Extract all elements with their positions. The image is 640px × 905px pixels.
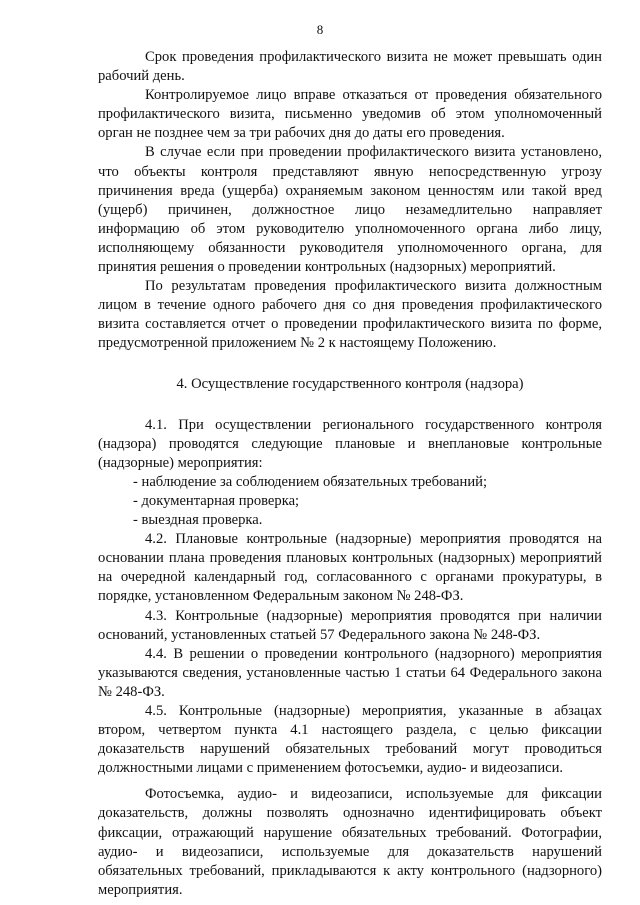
paragraph-visit-report: По результатам проведения профилактического визита должностным лицом в течение одного рабочего дня со дня проведения профилактического визита составляется отчет о проведении профилактического визита по форме, предусмотренной приложением № 2 к настоящему Положению. [98, 278, 602, 352]
page-number: 8 [316, 22, 324, 37]
paragraph-item-4-2: 4.2. Плановые контрольные (надзорные) мероприятия проводятся на основании плана проведения плановых контрольных (надзорных) мероприятий на очередной календарный год, согласованного с органами прокуратуры, в порядке, установленном Федеральным законом № 248-ФЗ. [98, 531, 602, 605]
paragraph-item-4-4: 4.4. В решении о проведении контрольного (надзорного) мероприятия указываются сведения, установленные частью 1 статьи 64 Федерального закона № 248-ФЗ. [98, 645, 602, 700]
section-heading: 4. Осуществление государственного контроля (надзора) [176, 375, 524, 392]
list-item: - документарная проверка; [133, 492, 300, 509]
list-item: - выездная проверка. [133, 512, 263, 529]
paragraph-threat-case: В случае если при проведении профилактического визита установлено, что объекты контроля представляют явную непосредственную угрозу причинения вреда (ущерба) охраняемым законом ценностям или такой вред (ущерб) причинен, должностное лицо незамедлительно направляет информацию об этом руководителю уполномоченного органа либо лицу, исполняющему обязанности руководителя уполномоченного органа, для принятия решения о проведении контрольных (надзорных) мероприятий. [98, 144, 602, 276]
document-body [98, 48, 602, 900]
paragraph-refusal-right: Контролируемое лицо вправе отказаться от проведения обязательного профилактического визита, письменно уведомив об этом уполномоченный орган не позднее чем за три рабочих дня до даты его проведения. [98, 87, 602, 142]
paragraph-item-4-5: 4.5. Контрольные (надзорные) мероприятия, указанные в абзацах втором, четвертом пункта 4.1 настоящего раздела, с целью фиксации доказательств нарушений обязательных требований могут проводиться должностными лицами с применением фотосъемки, аудио- и видеозаписи. [98, 703, 602, 777]
paragraph-item-4-3: 4.3. Контрольные (надзорные) мероприятия проводятся при наличии оснований, установленных статьей 57 Федерального закона № 248-ФЗ. [98, 607, 602, 643]
paragraph-visit-duration: Срок проведения профилактического визита не может превышать один рабочий день. [98, 49, 602, 85]
paragraph-item-4-1: 4.1. При осуществлении регионального государственного контроля (надзора) проводятся следующие плановые и внеплановые контрольные (надзорные) мероприятия: [98, 416, 602, 471]
paragraph-photo-video: Фотосъемка, аудио- и видеозаписи, используемые для фиксации доказательств, должны позволять однозначно идентифицировать объект фиксации, отражающий нарушение обязательных требований. Фотографии, аудио- и видеозаписи, используемые для доказательств нарушений обязательных требований, прикладываются к акту контрольного (надзорного) мероприятия. [98, 786, 602, 898]
list-item: - наблюдение за соблюдением обязательных требований; [133, 473, 488, 490]
